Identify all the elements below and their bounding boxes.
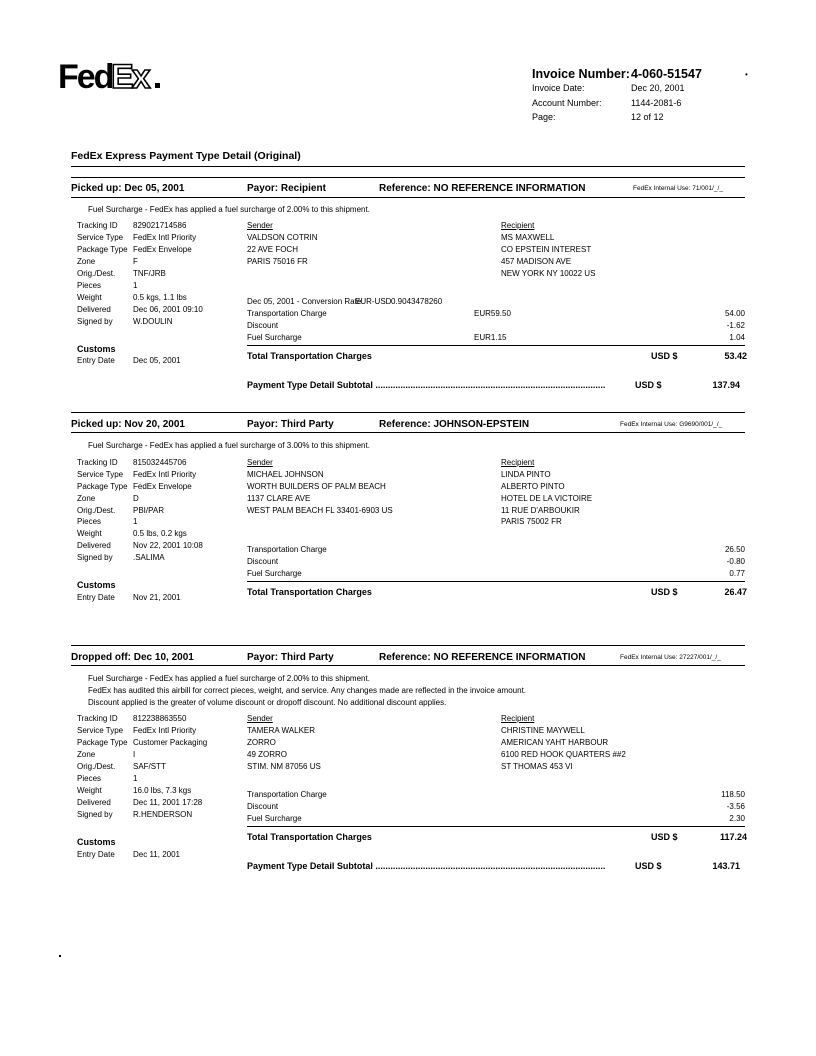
orig-dest-label: Orig./Dest.: [77, 506, 116, 515]
account-number-label: Account Number:: [532, 98, 602, 108]
subtotal-label: Payment Type Detail Subtotal ............................................................................................: [247, 861, 606, 871]
sender-line: 1137 CLARE AVE: [247, 494, 311, 503]
signed-by: R.HENDERSON: [133, 810, 193, 819]
service-type: FedEx Intl Priority: [133, 726, 197, 735]
fuel-surcharge: 2.30: [729, 814, 745, 823]
delivered: Nov 22, 2001 10:08: [133, 541, 203, 550]
weight-label: Weight: [77, 293, 102, 302]
logo-ex: Ex: [111, 58, 149, 96]
zone-label: Zone: [77, 257, 96, 266]
orig-dest-label: Orig./Dest.: [77, 762, 116, 771]
subtotal-label: Payment Type Detail Subtotal ............................................................................................: [247, 380, 606, 390]
discount-label: Discount: [247, 802, 279, 811]
pieces-label: Pieces: [77, 517, 102, 526]
zone: I: [133, 750, 136, 759]
account-number: 1144-2081-6: [631, 98, 682, 108]
package-type: FedEx Envelope: [133, 482, 192, 491]
transportation-charge: 118.50: [721, 790, 745, 799]
conversion-label: Dec 05, 2001 - Conversion Rate: [247, 297, 362, 306]
total-currency: USD $: [651, 587, 678, 597]
invoice-number: 4-060-51547: [631, 67, 702, 81]
recipient-label: Recipient: [501, 714, 535, 723]
tracking-id-label: Tracking ID: [77, 221, 118, 230]
internal-use: FedEx Internal Use: 71/001/_/_: [633, 185, 723, 192]
zone-label: Zone: [77, 494, 96, 503]
page-label: Page:: [532, 112, 556, 122]
signed-by-label: Signed by: [77, 553, 113, 562]
transportation-charge: 26.50: [724, 545, 745, 554]
shipment-note: Fuel Surcharge - FedEx has applied a fuel surcharge of 3.00% to this shipment.: [88, 441, 370, 450]
pieces-label: Pieces: [77, 774, 102, 783]
signed-by: .SALIMA: [133, 553, 165, 562]
entry-date-label: Entry Date: [77, 850, 115, 859]
weight-label: Weight: [77, 786, 102, 795]
total-currency: USD $: [651, 351, 678, 361]
recipient-line: PARIS 75002 FR: [501, 517, 562, 526]
transportation-charge-label: Transportation Charge: [247, 309, 327, 318]
subtotal-amount: 143.71: [712, 861, 740, 871]
discount: -1.62: [726, 321, 745, 330]
recipient-line: LINDA PINTO: [501, 470, 551, 479]
package-type-label: Package Type: [77, 738, 128, 747]
recipient-label: Recipient: [501, 221, 535, 230]
conversion-pair: EUR-USD: [355, 297, 392, 306]
weight: 16.0 lbs, 7.3 kgs: [133, 786, 192, 795]
sender-line: WEST PALM BEACH FL 33401-6903 US: [247, 506, 393, 515]
shipment-top-rule: [71, 645, 745, 646]
total-currency: USD $: [651, 832, 678, 842]
shipment-top-rule: [71, 177, 745, 178]
shipment-top-rule: [71, 412, 745, 413]
service-type-label: Service Type: [77, 233, 124, 242]
entry-date: Nov 21, 2001: [133, 593, 181, 602]
total-amount: 26.47: [724, 587, 747, 597]
package-type-label: Package Type: [77, 245, 128, 254]
signed-by-label: Signed by: [77, 317, 113, 326]
sender-line: 49 ZORRO: [247, 750, 288, 759]
recipient-label: Recipient: [501, 458, 535, 467]
invoice-date: Dec 20, 2001: [631, 83, 685, 93]
discount: -3.56: [726, 802, 745, 811]
transportation-charge-foreign: EUR59.50: [474, 309, 511, 318]
transportation-charge-label: Transportation Charge: [247, 790, 327, 799]
total-amount: 117.24: [719, 832, 747, 842]
tracking-id-label: Tracking ID: [77, 714, 118, 723]
recipient-line: AMERICAN YAHT HARBOUR: [501, 738, 609, 747]
signed-by-label: Signed by: [77, 810, 113, 819]
sender-line: STIM. NM 87056 US: [247, 762, 321, 771]
total-label: Total Transportation Charges: [247, 832, 372, 842]
shipment-payor: Payor: Recipient: [247, 183, 326, 194]
shipment-event: Picked up: Dec 05, 2001: [71, 183, 185, 194]
total-rule: [247, 345, 745, 346]
sender-line: 22 AVE FOCH: [247, 245, 298, 254]
sender-label: Sender: [247, 714, 273, 723]
pieces: 1: [133, 517, 138, 526]
recipient-line: ALBERTO PINTO: [501, 482, 565, 491]
delivered-label: Delivered: [77, 305, 111, 314]
sender-line: ZORRO: [247, 738, 276, 747]
weight: 0.5 kgs, 1.1 lbs: [133, 293, 187, 302]
shipment-event: Dropped off: Dec 10, 2001: [71, 652, 194, 663]
internal-use: FedEx Internal Use: G9690/001/_/_: [620, 421, 723, 428]
subtotal-currency: USD $: [635, 861, 662, 871]
sender-label: Sender: [247, 458, 273, 467]
sender-label: Sender: [247, 221, 273, 230]
package-type-label: Package Type: [77, 482, 128, 491]
customs-label: Customs: [77, 344, 116, 354]
shipment-note: FedEx has audited this airbill for correct pieces, weight, and service. Any changes made are reflected in the invoice amount.: [88, 686, 527, 695]
tracking-id: 815032445706: [133, 458, 187, 467]
shipment-event: Picked up: Nov 20, 2001: [71, 419, 185, 430]
tracking-id-label: Tracking ID: [77, 458, 118, 467]
sender-line: PARIS 75016 FR: [247, 257, 308, 266]
fuel-surcharge-label: Fuel Surcharge: [247, 333, 302, 342]
recipient-line: 6100 RED HOOK QUARTERS ##2: [501, 750, 626, 759]
transportation-charge-label: Transportation Charge: [247, 545, 327, 554]
orig-dest-label: Orig./Dest.: [77, 269, 116, 278]
service-type-label: Service Type: [77, 726, 124, 735]
recipient-line: NEW YORK NY 10022 US: [501, 269, 596, 278]
total-label: Total Transportation Charges: [247, 587, 372, 597]
logo-dot: [155, 83, 160, 88]
shipment-header-rule: [71, 197, 745, 198]
sender-line: WORTH BUILDERS OF PALM BEACH: [247, 482, 386, 491]
delivered-label: Delivered: [77, 798, 111, 807]
internal-use: FedEx Internal Use: 27227/001/_/_: [620, 654, 721, 661]
zone: D: [133, 494, 139, 503]
recipient-line: MS MAXWELL: [501, 233, 555, 242]
header-mark: •: [745, 70, 748, 79]
pieces: 1: [133, 774, 138, 783]
invoice-date-label: Invoice Date:: [532, 83, 585, 93]
page-number: 12 of 12: [631, 112, 664, 122]
fuel-surcharge: 1.04: [729, 333, 745, 342]
customs-label: Customs: [77, 580, 116, 590]
recipient-line: ST THOMAS 453 VI: [501, 762, 573, 771]
shipment-note: Discount applied is the greater of volume discount or dropoff discount. No additional discount applies.: [88, 698, 447, 707]
subtotal-currency: USD $: [635, 380, 662, 390]
weight: 0.5 lbs, 0.2 kgs: [133, 529, 187, 538]
entry-date-label: Entry Date: [77, 356, 115, 365]
title-rule: [71, 166, 745, 167]
sender-line: MICHAEL JOHNSON: [247, 470, 324, 479]
tracking-id: 812238863550: [133, 714, 187, 723]
fuel-surcharge-foreign: EUR1.15: [474, 333, 507, 342]
delivered: Dec 06, 2001 09:10: [133, 305, 203, 314]
service-type: FedEx Intl Priority: [133, 233, 197, 242]
pieces-label: Pieces: [77, 281, 102, 290]
total-rule: [247, 826, 745, 827]
customs-label: Customs: [77, 837, 116, 847]
shipment-header-rule: [71, 665, 745, 666]
shipment-note: Fuel Surcharge - FedEx has applied a fuel surcharge of 2.00% to this shipment.: [88, 205, 370, 214]
recipient-line: CHRISTINE MAYWELL: [501, 726, 585, 735]
delivered-label: Delivered: [77, 541, 111, 550]
discount-label: Discount: [247, 557, 279, 566]
shipment-payor: Payor: Third Party: [247, 652, 334, 663]
weight-label: Weight: [77, 529, 102, 538]
discount-label: Discount: [247, 321, 279, 330]
recipient-line: 457 MADISON AVE: [501, 257, 572, 266]
zone-label: Zone: [77, 750, 96, 759]
sender-line: TAMERA WALKER: [247, 726, 316, 735]
orig-dest: SAF/STT: [133, 762, 166, 771]
total-label: Total Transportation Charges: [247, 351, 372, 361]
delivered: Dec 11, 2001 17:28: [133, 798, 203, 807]
document-title: FedEx Express Payment Type Detail (Original): [71, 150, 301, 162]
pieces: 1: [133, 281, 138, 290]
zone: F: [133, 257, 138, 266]
orig-dest: TNF/JRB: [133, 269, 166, 278]
orig-dest: PBI/PAR: [133, 506, 164, 515]
tracking-id: 829021714586: [133, 221, 187, 230]
shipment-reference: Reference: NO REFERENCE INFORMATION: [379, 652, 586, 663]
subtotal-amount: 137.94: [712, 380, 740, 390]
recipient-line: 11 RUE D'ARBOUKIR: [501, 506, 580, 515]
total-amount: 53.42: [724, 351, 747, 361]
entry-date: Dec 05, 2001: [133, 356, 181, 365]
entry-date-label: Entry Date: [77, 593, 115, 602]
sender-line: VALDSON COTRIN: [247, 233, 318, 242]
shipment-payor: Payor: Third Party: [247, 419, 334, 430]
package-type: FedEx Envelope: [133, 245, 192, 254]
package-type: Customer Packaging: [133, 738, 208, 747]
service-type-label: Service Type: [77, 470, 124, 479]
fuel-surcharge-label: Fuel Surcharge: [247, 814, 302, 823]
fuel-surcharge-label: Fuel Surcharge: [247, 569, 302, 578]
invoice-number-label: Invoice Number:: [532, 67, 630, 81]
discount: -0.80: [726, 557, 745, 566]
fuel-surcharge: 0.77: [729, 569, 745, 578]
recipient-line: HOTEL DE LA VICTOIRE: [501, 494, 593, 503]
service-type: FedEx Intl Priority: [133, 470, 197, 479]
shipment-header-rule: [71, 432, 745, 433]
shipment-reference: Reference: JOHNSON-EPSTEIN: [379, 419, 530, 430]
shipment-reference: Reference: NO REFERENCE INFORMATION: [379, 183, 586, 194]
recipient-line: CO EPSTEIN INTEREST: [501, 245, 592, 254]
logo-fed: Fed: [58, 58, 113, 96]
conversion-rate: 0.9043478260: [391, 297, 443, 306]
signed-by: W.DOULIN: [133, 317, 173, 326]
entry-date: Dec 11, 2001: [133, 850, 180, 859]
shipment-note: Fuel Surcharge - FedEx has applied a fuel surcharge of 2.00% to this shipment.: [88, 674, 370, 683]
total-rule: [247, 581, 745, 582]
transportation-charge: 54.00: [724, 309, 745, 318]
footer-mark: [59, 955, 61, 957]
